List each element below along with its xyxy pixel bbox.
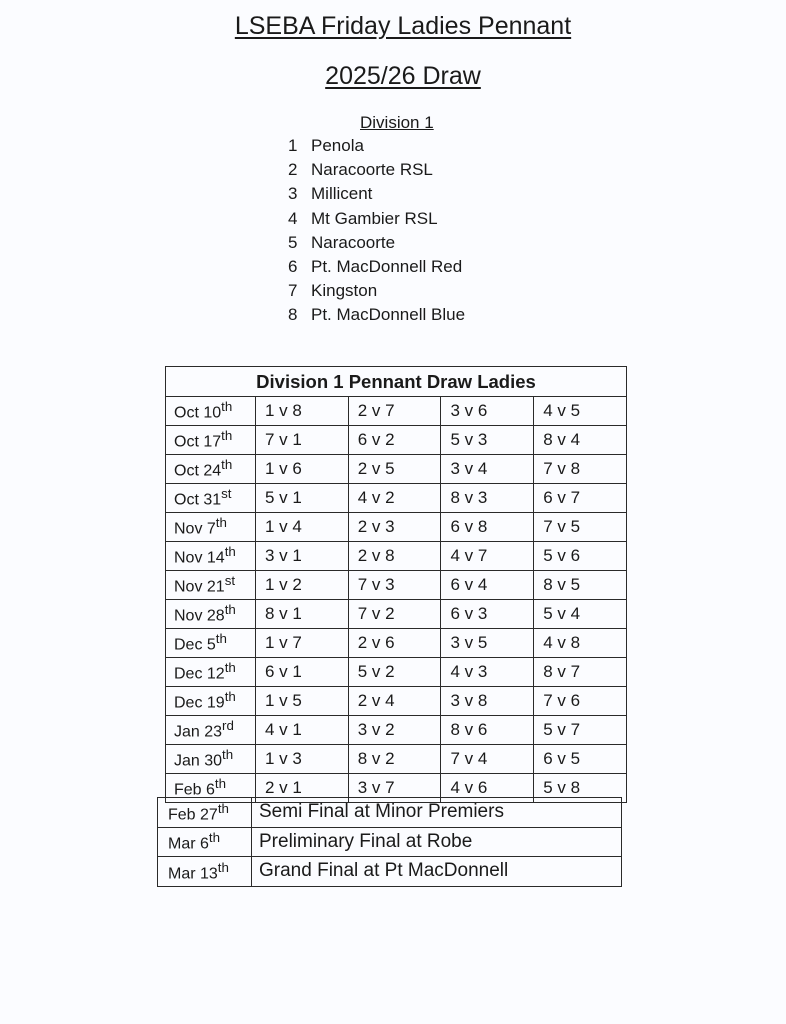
match-cell: 1 v 5 — [256, 687, 349, 716]
match-cell: 8 v 1 — [256, 600, 349, 629]
match-cell: 7 v 8 — [534, 455, 627, 484]
team-number: 7 — [288, 281, 298, 301]
date-text: Mar 13 — [168, 864, 218, 882]
match-cell: 4 v 5 — [534, 397, 627, 426]
date-ordinal-suffix: th — [215, 515, 227, 531]
date-ordinal-suffix: th — [224, 602, 236, 618]
round-date — [166, 571, 256, 600]
team-number: 5 — [288, 232, 298, 252]
date-ordinal-suffix: th — [224, 544, 236, 560]
finals-row — [158, 827, 622, 857]
team-number: 3 — [288, 184, 298, 204]
date-text: Dec 12 — [174, 665, 225, 683]
round-date — [166, 716, 256, 745]
round-date — [166, 397, 256, 426]
match-cell: 1 v 2 — [256, 571, 349, 600]
team-item — [288, 303, 465, 327]
round-row — [166, 484, 627, 513]
match-cell: 3 v 7 — [348, 774, 441, 803]
round-date — [166, 600, 256, 629]
draw-table — [165, 366, 627, 803]
match-cell: 2 v 8 — [348, 542, 441, 571]
match-cell: 2 v 5 — [348, 455, 441, 484]
team-item — [288, 231, 465, 255]
date-text: Nov 21 — [174, 578, 225, 596]
match-cell: 8 v 5 — [534, 571, 627, 600]
round-date — [166, 745, 256, 774]
date-ordinal-suffix: th — [221, 428, 233, 444]
finals-event: Semi Final at Minor Premiers — [252, 798, 622, 828]
match-cell: 8 v 7 — [534, 658, 627, 687]
date-ordinal-suffix: rd — [222, 718, 234, 734]
match-cell: 6 v 1 — [256, 658, 349, 687]
round-row — [166, 629, 627, 658]
date-ordinal-suffix: st — [221, 486, 232, 502]
round-date — [158, 857, 252, 887]
match-cell: 3 v 6 — [441, 397, 534, 426]
date-ordinal-suffix: th — [221, 457, 233, 473]
round-row — [166, 658, 627, 687]
round-row — [166, 542, 627, 571]
match-cell: 2 v 3 — [348, 513, 441, 542]
date-text: Nov 7 — [174, 520, 216, 538]
team-item — [288, 279, 465, 303]
round-row — [166, 397, 627, 426]
team-name: Naracoorte — [311, 232, 396, 252]
team-name: Naracoorte RSL — [311, 160, 433, 180]
match-cell: 4 v 8 — [534, 629, 627, 658]
match-cell: 3 v 8 — [441, 687, 534, 716]
finals-row — [158, 798, 622, 828]
draw-table-heading: Division 1 Pennant Draw Ladies — [166, 367, 627, 397]
team-name: Penola — [311, 136, 364, 155]
match-cell: 4 v 6 — [441, 774, 534, 803]
finals-table — [157, 797, 622, 887]
round-row — [166, 716, 627, 745]
match-cell: 6 v 7 — [534, 484, 627, 513]
round-row — [166, 513, 627, 542]
round-date — [166, 455, 256, 484]
match-cell: 3 v 1 — [256, 542, 349, 571]
round-date — [166, 687, 256, 716]
match-cell: 8 v 2 — [348, 745, 441, 774]
team-name: Kingston — [311, 281, 378, 301]
match-cell: 7 v 5 — [534, 513, 627, 542]
match-cell: 6 v 4 — [441, 571, 534, 600]
round-row — [166, 571, 627, 600]
match-cell: 3 v 4 — [441, 455, 534, 484]
team-number: 1 — [288, 136, 298, 155]
team-item — [288, 182, 465, 206]
match-cell: 5 v 3 — [441, 426, 534, 455]
match-cell: 6 v 3 — [441, 600, 534, 629]
date-text: Oct 24 — [174, 462, 222, 480]
round-date — [166, 484, 256, 513]
match-cell: 5 v 2 — [348, 658, 441, 687]
date-text: Jan 30 — [174, 752, 223, 770]
round-date — [166, 542, 256, 571]
round-date — [158, 798, 252, 828]
date-text: Mar 6 — [168, 835, 209, 853]
match-cell: 5 v 4 — [534, 600, 627, 629]
match-cell: 1 v 7 — [256, 629, 349, 658]
round-row — [166, 687, 627, 716]
match-cell: 5 v 6 — [534, 542, 627, 571]
date-text: Nov 28 — [174, 607, 225, 625]
round-date — [166, 513, 256, 542]
round-date — [166, 658, 256, 687]
page-subtitle: 2025/26 Draw — [325, 62, 481, 90]
team-name: Pt. MacDonnell Blue — [311, 305, 466, 325]
date-ordinal-suffix: th — [222, 747, 234, 763]
date-ordinal-suffix: th — [208, 830, 221, 846]
round-row — [166, 600, 627, 629]
team-number: 6 — [288, 256, 298, 276]
match-cell: 1 v 3 — [256, 745, 349, 774]
match-cell: 2 v 6 — [348, 629, 441, 658]
team-name: Mt Gambier RSL — [311, 208, 438, 228]
match-cell: 1 v 6 — [256, 455, 349, 484]
match-cell: 7 v 6 — [534, 687, 627, 716]
date-text: Dec 5 — [174, 636, 216, 654]
date-text: Feb 6 — [174, 781, 215, 799]
match-cell: 1 v 4 — [256, 513, 349, 542]
page-title: LSEBA Friday Ladies Pennant — [234, 12, 572, 40]
team-number: 2 — [288, 160, 298, 180]
round-row — [166, 455, 627, 484]
team-name: Millicent — [311, 184, 373, 204]
date-text: Jan 23 — [174, 723, 223, 741]
match-cell: 8 v 3 — [441, 484, 534, 513]
match-cell: 7 v 1 — [256, 426, 349, 455]
date-ordinal-suffix: st — [224, 573, 236, 589]
match-cell: 4 v 7 — [441, 542, 534, 571]
match-cell: 5 v 7 — [534, 716, 627, 745]
date-ordinal-suffix: th — [214, 776, 227, 792]
finals-event: Preliminary Final at Robe — [252, 827, 622, 857]
round-row — [166, 426, 627, 455]
round-date — [158, 827, 252, 857]
team-number: 8 — [288, 305, 298, 325]
match-cell: 8 v 4 — [534, 426, 627, 455]
match-cell: 8 v 6 — [441, 716, 534, 745]
match-cell: 3 v 2 — [348, 716, 441, 745]
draw-table-header-row — [166, 367, 627, 397]
team-number: 4 — [288, 208, 298, 228]
date-text: Oct 10 — [174, 404, 222, 422]
match-cell: 6 v 5 — [534, 745, 627, 774]
round-date — [166, 629, 256, 658]
match-cell: 4 v 3 — [441, 658, 534, 687]
round-row — [166, 745, 627, 774]
match-cell: 5 v 8 — [534, 774, 627, 803]
date-text: Feb 27 — [168, 805, 218, 823]
match-cell: 4 v 2 — [348, 484, 441, 513]
team-list — [288, 134, 465, 328]
division-heading: Division 1 — [360, 113, 434, 132]
round-date — [166, 426, 256, 455]
match-cell: 4 v 1 — [256, 716, 349, 745]
team-item — [288, 158, 465, 182]
match-cell: 6 v 8 — [441, 513, 534, 542]
match-cell: 3 v 5 — [441, 629, 534, 658]
match-cell: 6 v 2 — [348, 426, 441, 455]
date-ordinal-suffix: th — [215, 631, 227, 647]
team-name: Pt. MacDonnell Red — [311, 256, 463, 276]
date-ordinal-suffix: th — [217, 800, 229, 816]
date-ordinal-suffix: th — [221, 399, 233, 415]
match-cell: 7 v 2 — [348, 600, 441, 629]
match-cell: 1 v 8 — [256, 397, 349, 426]
team-item — [288, 207, 465, 231]
date-text: Oct 31 — [174, 491, 222, 509]
finals-row — [158, 857, 622, 887]
finals-event: Grand Final at Pt MacDonnell — [252, 857, 622, 887]
match-cell: 7 v 3 — [348, 571, 441, 600]
match-cell: 7 v 4 — [441, 745, 534, 774]
match-cell: 5 v 1 — [256, 484, 349, 513]
date-text: Nov 14 — [174, 549, 225, 567]
team-item — [288, 255, 465, 279]
date-ordinal-suffix: th — [224, 660, 236, 676]
team-item — [288, 134, 465, 158]
match-cell: 2 v 1 — [256, 774, 349, 803]
match-cell: 2 v 7 — [348, 397, 441, 426]
date-ordinal-suffix: th — [224, 689, 236, 705]
date-text: Oct 17 — [174, 433, 222, 451]
date-ordinal-suffix: th — [217, 859, 229, 875]
date-text: Dec 19 — [174, 694, 225, 712]
match-cell: 2 v 4 — [348, 687, 441, 716]
